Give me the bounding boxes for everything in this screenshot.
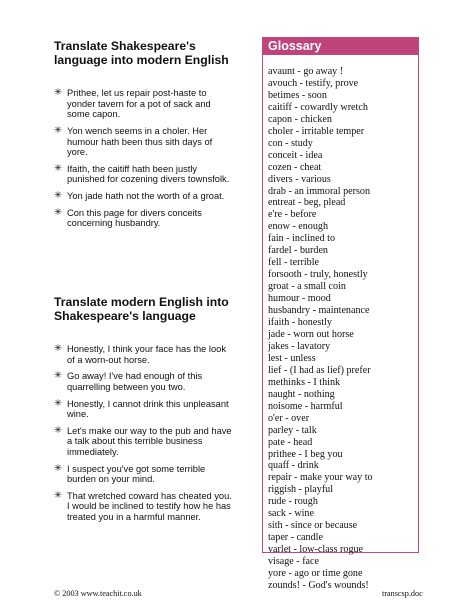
glossary-entry: avaunt - go away ! (268, 66, 344, 77)
asterisk-bullet-icon: ✳ (54, 489, 62, 501)
glossary-entry: enow - enough (268, 221, 328, 233)
exercise-text: Honestly, I cannot drink this unpleasant wine. (67, 398, 229, 420)
glossary-entry: fardel - burden (268, 245, 328, 257)
asterisk-bullet-icon: ✳ (54, 370, 62, 382)
exercise-text: Prithee, let us repair post-haste to yonder tavern for a pot of sack and some capon. (67, 88, 211, 120)
exercise-item (54, 399, 232, 420)
section-shakespeare-to-modern (54, 40, 232, 235)
glossary-entry: con - study (268, 137, 313, 149)
exercise-text: Yon wench seems in a choler. Her humour hath been thus sith days of yore. (67, 125, 213, 158)
glossary-entry: caitiff - cowardly wretch (268, 101, 368, 113)
asterisk-bullet-icon: ✳ (54, 424, 62, 436)
section-title: Translate modern English into Shakespeare's language (54, 295, 229, 323)
exercise-item (54, 371, 232, 392)
asterisk-bullet-icon: ✳ (54, 343, 62, 355)
glossary-entry: groat - a small coin (268, 281, 346, 293)
exercise-text: Con this page for divers conceits concerning husbandry. (67, 207, 202, 229)
glossary-entry: sack - wine (268, 508, 314, 520)
exercise-text: Let's make our way to the pub and have a talk about this terrible business immediately. (67, 425, 232, 457)
glossary-entry: ifaith - honestly (268, 317, 332, 329)
asterisk-bullet-icon: ✳ (54, 206, 62, 218)
glossary-entry: forsooth - truly, honestly (268, 269, 368, 281)
asterisk-bullet-icon: ✳ (54, 462, 62, 474)
footer-copyright: © 2003 www.teachit.co.uk (54, 589, 142, 598)
exercise-item (54, 191, 232, 202)
glossary-entry: repair - make your way to (268, 472, 373, 484)
glossary-entry: humour - mood (268, 293, 331, 305)
exercise-item (54, 88, 232, 120)
exercise-text: That wretched coward has cheated you. I would be inclined to testify how he has treated you in a harmful manner. (67, 490, 232, 522)
glossary-entry: fell - terrible (268, 257, 320, 269)
glossary-entry: choler - irritable temper (268, 125, 365, 137)
exercise-item (54, 426, 232, 458)
exercise-text: Ifaith, the caitiff hath been justly punished for cozening divers townsfolk. (67, 163, 230, 185)
glossary-entry: noisome - harmful (268, 400, 343, 412)
exercise-text: Go away! I've had enough of this quarrelling between you two. (67, 371, 203, 392)
section-modern-to-shakespeare (54, 296, 232, 529)
glossary-entry: cozen - cheat (268, 161, 322, 173)
glossary-entry: divers - various (268, 173, 331, 185)
exercise-item (54, 208, 232, 229)
glossary-entry: betimes - soon (268, 89, 327, 101)
glossary-entry: rude - rough (268, 496, 318, 508)
asterisk-bullet-icon: ✳ (54, 397, 62, 409)
glossary-entry: e're - before (268, 209, 317, 221)
glossary-entry: avouch - testify, prove (268, 77, 359, 89)
glossary-entry: parley - talk (268, 424, 317, 436)
asterisk-bullet-icon: ✳ (54, 124, 62, 136)
glossary-entry: taper - candle (268, 532, 323, 544)
glossary-list (263, 55, 418, 592)
glossary-entry: capon - chicken (268, 113, 332, 125)
glossary-title: Glossary (263, 38, 418, 55)
section-title: Translate Shakespeare's language into modern English (54, 39, 229, 67)
glossary-entry: conceit - idea (268, 149, 323, 161)
exercise-text: Yon jade hath not the worth of a groat. (67, 190, 225, 201)
glossary-entry: husbandry - maintenance (268, 305, 370, 317)
asterisk-bullet-icon: ✳ (54, 189, 62, 201)
asterisk-bullet-icon: ✳ (54, 162, 62, 174)
glossary-entry: drab - an immoral person (268, 185, 371, 197)
glossary-entry: lest - unless (268, 352, 316, 364)
glossary-entry: methinks - I think (268, 376, 341, 388)
glossary-entry: o'er - over (268, 412, 310, 424)
glossary-entry: zounds! - God's wounds! (268, 579, 369, 591)
glossary-entry: sith - since or because (268, 520, 358, 532)
glossary-entry: prithee - I beg you (268, 448, 343, 460)
glossary-entry: jakes - lavatory (268, 340, 331, 352)
exercise-item (54, 491, 232, 523)
glossary-entry: yore - ago or time gone (268, 568, 363, 580)
glossary-entry: riggish - playful (268, 484, 334, 496)
glossary-box (262, 37, 419, 591)
exercise-list (54, 88, 232, 229)
footer-filename: transcsp.doc (382, 589, 423, 598)
glossary-entry: lief - (I had as lief) prefer (268, 364, 371, 376)
exercise-list (54, 344, 232, 522)
exercise-item (54, 344, 232, 365)
asterisk-bullet-icon: ✳ (54, 87, 62, 99)
exercise-item (54, 164, 232, 185)
exercise-item (54, 126, 232, 158)
glossary-entry: quaff - drink (268, 460, 319, 472)
glossary-entry: pate - head (268, 436, 313, 448)
glossary-entry: jade - worn out horse (268, 328, 354, 340)
glossary-entry: visage - face (268, 556, 319, 568)
glossary-entry: entreat - beg, plead (268, 197, 346, 209)
glossary-entry: fain - inclined to (268, 233, 335, 245)
glossary-entry: varlet - low-class rogue (268, 544, 364, 556)
glossary-entry: naught - nothing (268, 388, 335, 400)
exercise-item (54, 464, 232, 485)
exercise-text: I suspect you've got some terrible burden on your mind. (67, 463, 206, 485)
exercise-text: Honestly, I think your face has the look of a worn-out horse. (67, 344, 226, 365)
